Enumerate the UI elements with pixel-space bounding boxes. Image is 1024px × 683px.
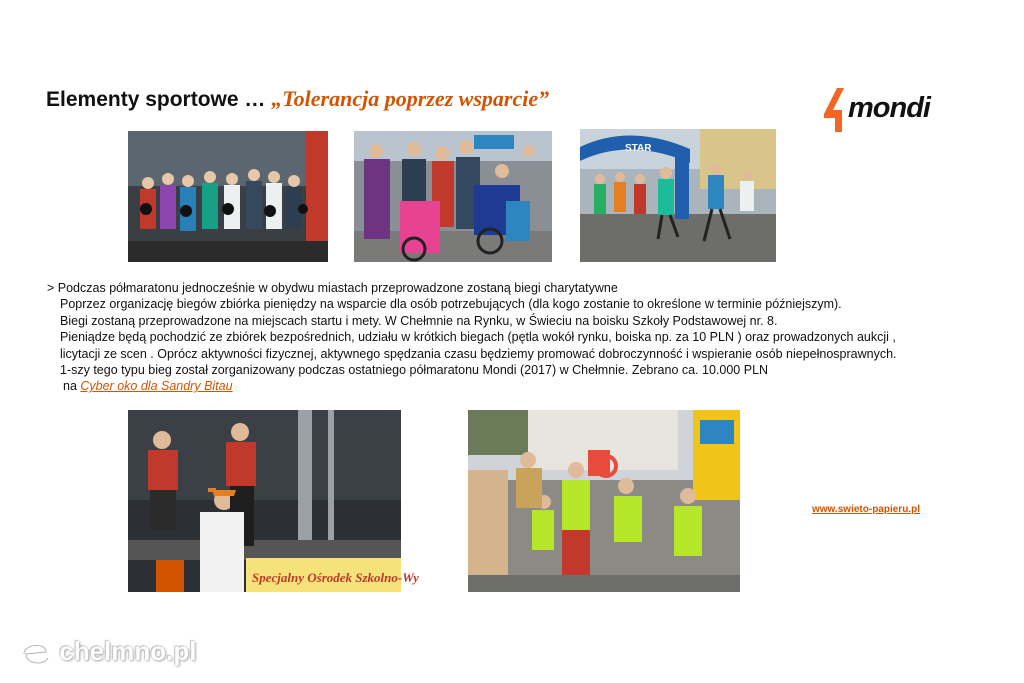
- photo-runners-start: [580, 129, 776, 262]
- title-subtitle: „Tolerancja poprzez wsparcie”: [271, 86, 550, 111]
- mondi-logo-text: mondi: [848, 92, 930, 124]
- slide-title: [46, 86, 549, 112]
- stage-banner-text: Specjalny Ośrodek Szkolno-Wy: [252, 570, 419, 585]
- body-line-3: Biegi zostaną przeprowadzone na miejscach startu i mety. W Chełmnie na Rynku, w Świeciu na boisku Szkoły Podstawowej nr. 8.: [60, 313, 778, 328]
- svg-text:STAR: STAR: [625, 143, 652, 154]
- body-line-7: [47, 378, 977, 394]
- title-main: Elementy sportowe …: [46, 88, 266, 111]
- cyber-oko-link[interactable]: Cyber oko dla Sandry Bitau: [80, 379, 233, 394]
- watermark-e-icon: [18, 638, 52, 668]
- photo-children-vests: [468, 410, 740, 592]
- photo-wheelchair-crowd: [354, 131, 552, 262]
- photo-stage-speakers: [128, 410, 419, 592]
- body-line-4: Pieniądze będą pochodzić ze zbiórek bezpośrednich, udziału w krótkich biegach (pętla wokół rynku, boiska np. za 10 PLN ) oraz prowadzonych aukcji ,: [60, 330, 896, 345]
- body-line-6: 1-szy tego typu bieg został zorganizowany podczas ostatniego półmaratonu Mondi (2017) w Chełmnie. Zebrano ca. 10.000 PLN: [60, 363, 769, 378]
- watermark-text: chelmno.pl: [59, 636, 197, 666]
- photo-children-stage: [128, 131, 328, 262]
- body-line-5: licytacji ze scen . Oprócz aktywności fizycznej, aktywnego spędzania czasu będziemy promować dobroczynność i wspieranie osób niepełnosprawnych.: [60, 346, 897, 361]
- body-line-2: Poprzez organizację biegów zbiórka pieniędzy na wsparcie dla osób potrzebujących (dla kogo zostanie to określone w terminie późniejszym).: [60, 297, 842, 312]
- website-link[interactable]: www.swieto-papieru.pl: [812, 504, 920, 515]
- watermark-logo: [18, 636, 196, 668]
- body-line-1: > Podczas półmaratonu jednocześnie w obydwu miastach przeprowadzone zostaną biegi charytatywne: [47, 281, 618, 295]
- body-text: [47, 280, 977, 395]
- body-line-7-prefix: na: [63, 379, 77, 394]
- mondi-logo: [822, 86, 952, 136]
